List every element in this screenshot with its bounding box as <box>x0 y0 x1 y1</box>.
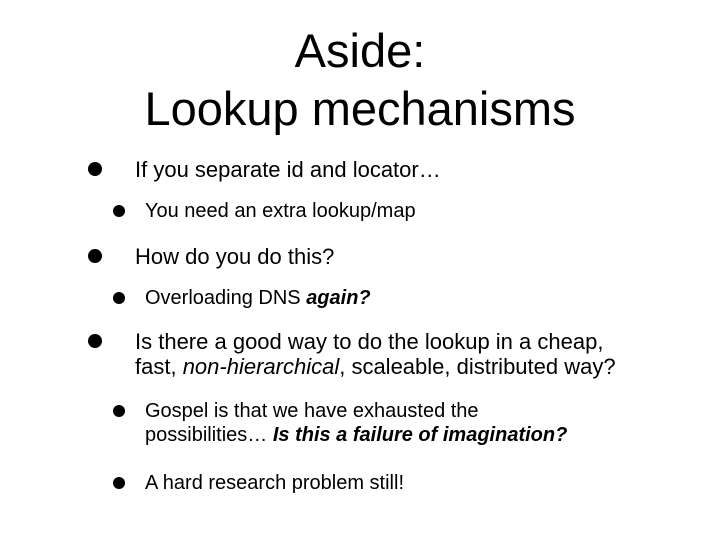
bullet-dot-icon <box>88 334 102 348</box>
bullet-dot-icon <box>113 477 125 489</box>
bullet-2-sub <box>113 286 371 310</box>
slide-title <box>0 22 720 138</box>
title-line-2: Lookup mechanisms <box>144 82 576 135</box>
bullet-dot-icon <box>113 292 125 304</box>
bullet-3-sub-1-line-1: Gospel is that we have exhausted the <box>145 400 479 422</box>
bullet-3-line-2-a: fast, <box>135 354 183 379</box>
bullet-3-line-2-b: non-hierarchical <box>182 354 340 379</box>
bullet-2-sub-text-b: again? <box>306 287 371 309</box>
title-line-1: Aside: <box>294 24 426 77</box>
bullet-1-text: If you separate id and locator… <box>135 157 441 182</box>
bullet-2-sub-text-a: Overloading DNS <box>145 287 307 309</box>
bullet-3-sub-2 <box>113 471 404 495</box>
bullet-3-sub-1 <box>113 399 567 447</box>
bullet-3-sub-2-text: A hard research problem still! <box>145 472 405 494</box>
bullet-1 <box>88 157 441 182</box>
bullet-1-sub-text: You need an extra lookup/map <box>145 200 416 222</box>
bullet-3-sub-1-line-2-b: Is this a failure of imagination? <box>272 424 568 446</box>
bullet-dot-icon <box>88 249 102 263</box>
bullet-3-text <box>135 329 616 379</box>
bullet-2 <box>88 244 334 269</box>
bullet-3-line-2 <box>135 354 616 379</box>
bullet-3-line-2-c: , scaleable, distributed way? <box>339 354 616 379</box>
bullet-3-sub-1-line-2-a: possibilities… <box>145 424 273 446</box>
bullet-3 <box>88 329 616 379</box>
bullet-3-line-1: Is there a good way to do the lookup in a cheap, <box>135 329 604 354</box>
bullet-1-sub <box>113 199 416 223</box>
bullet-3-sub-1-text <box>145 399 567 447</box>
bullet-2-sub-text <box>145 286 371 310</box>
bullet-dot-icon <box>88 162 102 176</box>
bullet-2-text: How do you do this? <box>135 244 335 269</box>
bullet-dot-icon <box>113 205 125 217</box>
bullet-dot-icon <box>113 405 125 417</box>
bullet-3-sub-1-line-2 <box>145 423 567 447</box>
